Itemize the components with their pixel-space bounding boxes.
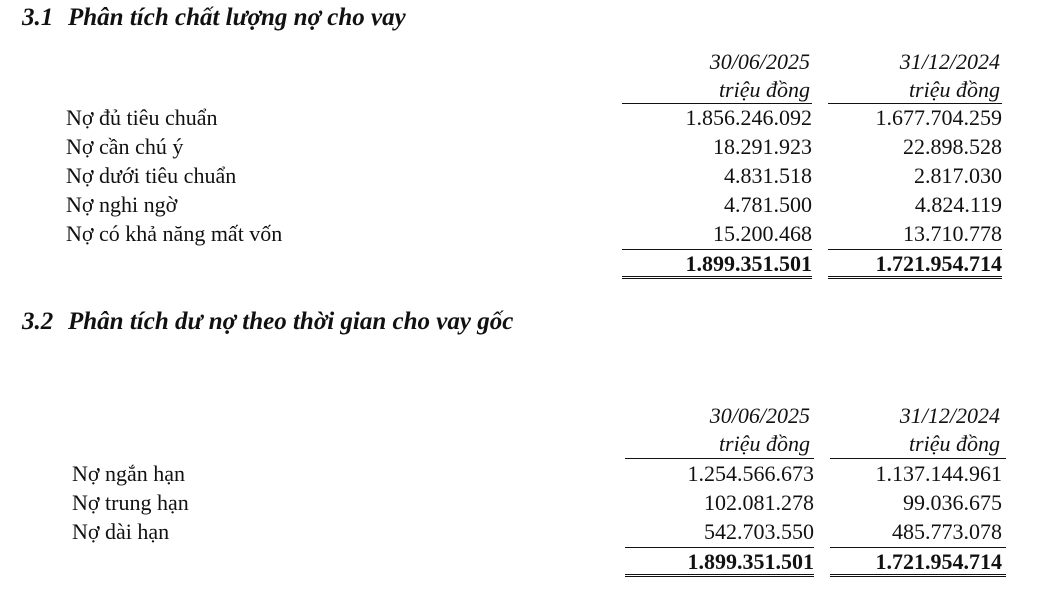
section-title: Phân tích chất lượng nợ cho vay (68, 4, 406, 31)
column-header-date: 31/12/2024 (899, 49, 1000, 74)
subtotal-rule (625, 547, 814, 548)
section-number: 3.2 (22, 308, 54, 335)
table-row (0, 163, 1049, 192)
total-31-12-2024: 1.721.954.714 (875, 251, 1002, 276)
value-31-12-2024: 99.036.675 (903, 490, 1002, 515)
total-double-rule (625, 574, 814, 577)
table-row (0, 134, 1049, 163)
subtotal-rule (830, 547, 1006, 548)
value-30-06-2025: 4.831.518 (724, 163, 812, 188)
section-heading-3-2 (22, 308, 513, 336)
table-row (0, 519, 1049, 548)
value-31-12-2024: 13.710.778 (903, 221, 1002, 246)
row-label: Nợ trung hạn (72, 490, 189, 515)
column-header-date: 30/06/2025 (709, 49, 810, 74)
row-label: Nợ cần chú ý (66, 134, 184, 159)
value-30-06-2025: 4.781.500 (724, 192, 812, 217)
value-31-12-2024: 1.137.144.961 (875, 461, 1002, 486)
value-30-06-2025: 15.200.468 (713, 221, 812, 246)
total-30-06-2025: 1.899.351.501 (685, 251, 812, 276)
column-header-unit: triệu đồng (908, 431, 1000, 456)
value-31-12-2024: 485.773.078 (892, 519, 1002, 544)
total-31-12-2024: 1.721.954.714 (875, 549, 1002, 574)
table-row (0, 221, 1049, 250)
total-double-rule (622, 276, 812, 279)
total-30-06-2025: 1.899.351.501 (687, 549, 814, 574)
section-heading-3-1 (22, 4, 406, 32)
value-31-12-2024: 2.817.030 (914, 163, 1002, 188)
column-header-date: 31/12/2024 (899, 403, 1000, 428)
header-underline (622, 103, 812, 104)
subtotal-rule (828, 249, 1002, 250)
row-label: Nợ dưới tiêu chuẩn (66, 163, 237, 188)
column-header-unit: triệu đồng (718, 77, 810, 102)
value-30-06-2025: 542.703.550 (704, 519, 814, 544)
header-underline (625, 458, 814, 459)
value-30-06-2025: 1.254.566.673 (687, 461, 814, 486)
column-header-unit: triệu đồng (908, 77, 1000, 102)
header-underline (830, 458, 1006, 459)
section-number: 3.1 (22, 4, 54, 31)
table-row (0, 192, 1049, 221)
total-double-rule (828, 276, 1002, 279)
value-31-12-2024: 22.898.528 (903, 134, 1002, 159)
table-row (0, 490, 1049, 519)
value-30-06-2025: 102.081.278 (704, 490, 814, 515)
column-header-date: 30/06/2025 (709, 403, 810, 428)
total-double-rule (830, 574, 1006, 577)
value-30-06-2025: 18.291.923 (713, 134, 812, 159)
row-label: Nợ nghi ngờ (66, 192, 178, 217)
row-label: Nợ dài hạn (72, 519, 170, 544)
subtotal-rule (622, 249, 812, 250)
column-header-unit: triệu đồng (718, 431, 810, 456)
header-underline (828, 103, 1002, 104)
value-31-12-2024: 4.824.119 (914, 192, 1002, 217)
value-31-12-2024: 1.677.704.259 (875, 105, 1002, 130)
row-label: Nợ có khả năng mất vốn (66, 221, 283, 246)
value-30-06-2025: 1.856.246.092 (685, 105, 812, 130)
table-row (0, 105, 1049, 134)
table-row (0, 461, 1049, 490)
section-title: Phân tích dư nợ theo thời gian cho vay gốc (68, 308, 514, 335)
row-label: Nợ ngắn hạn (72, 461, 186, 486)
row-label: Nợ đủ tiêu chuẩn (66, 105, 218, 130)
